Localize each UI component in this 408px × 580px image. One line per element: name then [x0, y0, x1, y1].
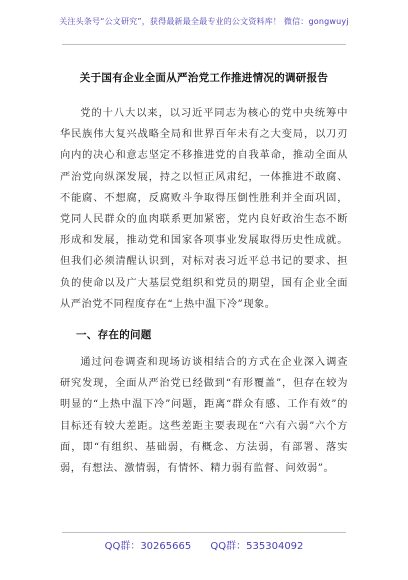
- qq-group-1: QQ群：30265665: [104, 541, 192, 552]
- footer-divider: [62, 532, 346, 533]
- footer: [0, 537, 408, 552]
- section-paragraph-problems: 通过问卷调查和现场访谈相结合的方式在企业深入调查研究发现，全面从严治党已经做到“有形覆盖”，但存在较为明显的“上热中温下冷”问题，距离“群众有感、工作有效”的目标还有较大差距。这些差距主要表现在“六有六弱”六个方面，即“有组织、基础弱，有概念、方法弱，有部署、落实弱，有想法、激情弱，有情怀、精力弱有监督、问效弱”。: [60, 357, 348, 475]
- qq-group-2: QQ群：535304092: [210, 541, 304, 552]
- intro-paragraph: 党的十八大以来，以习近平同志为核心的党中央统筹中华民族伟大复兴战略全局和世界百年未有之大变局，以刀刃向内的决心和意志坚定不移推进党的自我革命，推动全面从严治党向纵深发展，持之以恒正风肃纪，一体推进不敢腐、不能腐、不想腐，反腐败斗争取得压倒性胜利并全面巩固，党同人民群众的血肉联系更加紧密，党内良好政治生态不断形成和发展，推动党和国家各项事业发展取得历史性成就。但我们必须清醒认识到，对标对表习近平总书记的要求、担负的使命以及广大基层党组织和党员的期望，国有企业全面从严治党不同程度存在“上热中温下冷”现象。: [60, 108, 348, 310]
- section-heading-problems: 一、存在的问题: [76, 329, 152, 342]
- promo-banner: 关注头条号“公文研究”，获得最新最全最专业的公文资料库！ 微信：gongwuyj: [59, 17, 349, 26]
- document-body: [60, 60, 348, 479]
- document-title: 关于国有企业全面从严治党工作推进情况的调研报告: [79, 72, 329, 84]
- header-divider: [62, 44, 346, 45]
